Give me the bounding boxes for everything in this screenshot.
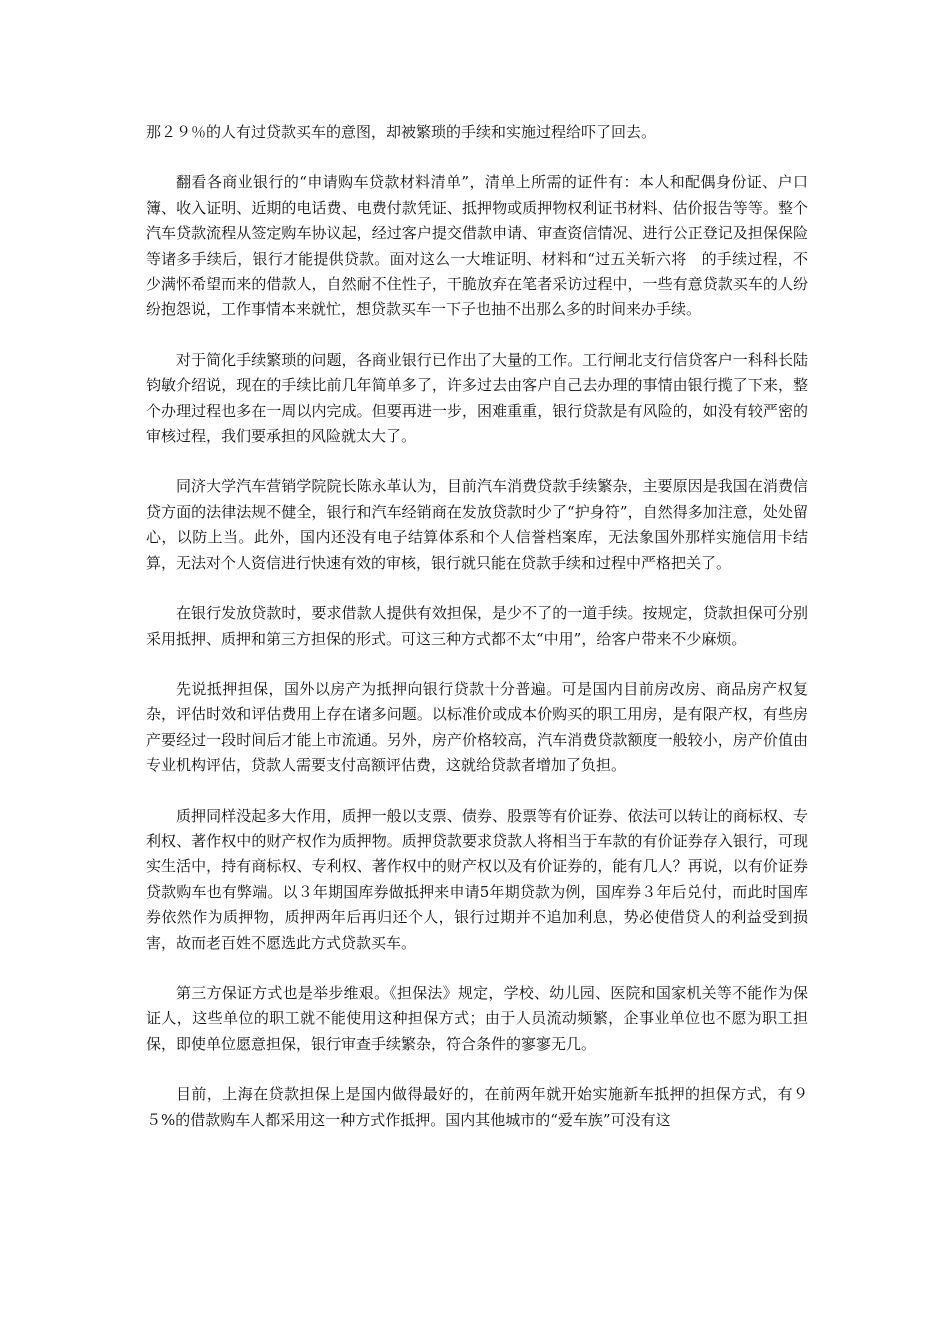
article-body <box>146 120 808 1158</box>
paragraph-1: 那２９％的人有过贷款买车的意图，却被繁琐的手续和实施过程给吓了回去。 <box>146 123 657 141</box>
paragraph-2: 翻看各商业银行的“申请购车贷款材料清单”，清单上所需的证件有：本人和配偶身份证、户口簿、收入证明、近期的电话费、电费付款凭证、抵押物或质押物权利证书材料、估价报告等等。整个汽车贷款流程从签定购车协议起，经过客户提交借款申请、审查资信情况、进行公正登记及担保保险等诸多手续后，银行才能提供贷款。面对这么一大堆证明、材料和“过五关斩六将 的手续过程，不少满怀希望而来的借款人，自然耐不住性子，干脆放弃在笔者采访过程中，一些有意贷款买车的人纷纷抱怨说，工作事情本来就忙，想贷款买车一下子也抽不出那么多的时间来办手续。 <box>146 173 808 319</box>
paragraph-5: 在银行发放贷款时，要求借款人提供有效担保，是少不了的一道手续。按规定，贷款担保可分别采用抵押、质押和第三方担保的形式。可这三种方式都不太“中用”，给客户带来不少麻烦。 <box>146 604 808 648</box>
paragraph-6: 先说抵押担保，国外以房产为抵押向银行贷款十分普遍。可是国内目前房改房、商品房产权复杂，评估时效和评估费用上存在诸多问题。以标准价或成本价购买的职工用房，是有限产权，有些房产要经过一段时间后才能上市流通。另外，房产价格较高，汽车消费贷款额度一般较小，房产价值由专业机构评估，贷款人需要支付高额评估费，这就给贷款者增加了负担。 <box>146 679 808 775</box>
paragraph-8: 第三方保证方式也是举步维艰。《担保法》规定，学校、幼儿园、医院和国家机关等不能作为保证人，这些单位的职工就不能使用这种担保方式；由于人员流动频繁，企事业单位也不愿为职工担保，即使单位愿意担保，银行审查手续繁杂，符合条件的寥寥无几。 <box>146 983 808 1053</box>
paragraph-9: 目前，上海在贷款担保上是国内做得最好的，在前两年就开始实施新车抵押的担保方式，有９５%的借款购车人都采用这一种方式作抵押。国内其他城市的“爱车族”可没有这 <box>146 1085 808 1129</box>
paragraph-3: 对于简化手续繁琐的问题，各商业银行已作出了大量的工作。工行闸北支行信贷客户一科科长陆钧敏介绍说，现在的手续比前几年简单多了，许多过去由客户自己去办理的事情由银行揽了下来，整个办理过程也多在一周以内完成。但要再进一步，困难重重，银行贷款是有风险的，如没有较严密的审核过程，我们要承担的风险就太大了。 <box>146 350 808 446</box>
paragraph-4: 同济大学汽车营销学院院长陈永革认为，目前汽车消费贷款手续繁杂，主要原因是我国在消费信贷方面的法律法规不健全，银行和汽车经销商在发放贷款时少了“护身符”，自然得多加注意，处处留心，以防上当。此外，国内还没有电子结算体系和个人信誉档案库，无法象国外那样实施信用卡结算，无法对个人资信进行快速有效的审核，银行就只能在贷款手续和过程中严格把关了。 <box>146 477 808 572</box>
paragraph-7: 质押同样没起多大作用，质押一般以支票、债券、股票等有价证券、依法可以转让的商标权、专利权、著作权中的财产权作为质押物。质押贷款要求贷款人将相当于车款的有价证券存入银行，可现实生活中，持有商标权、专利权、著作权中的财产权以及有价证券的，能有几人？再说，以有价证券贷款购车也有弊端。以３年期国库券做抵押来申请5年期贷款为例，国库券３年后兑付，而此时国库券依然作为质押物，质押两年后再归还个人，银行过期并不追加利息，势必使借贷人的利益受到损害，故而老百姓不愿选此方式贷款买车。 <box>146 806 808 952</box>
